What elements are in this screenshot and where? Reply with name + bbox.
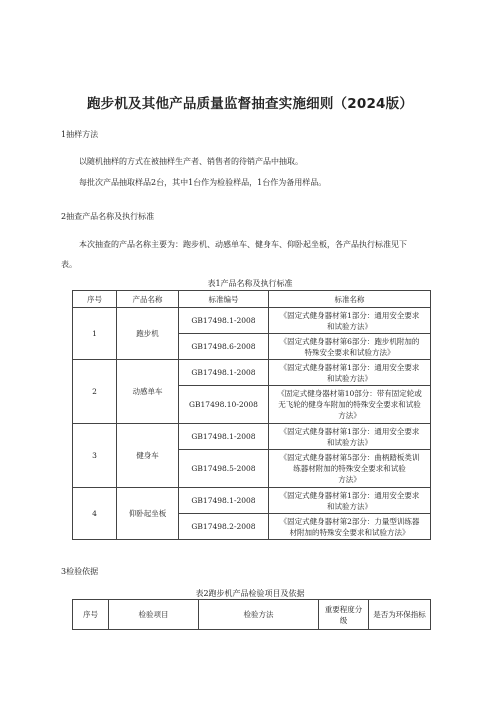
section-3-heading: 3检验依据 <box>61 567 99 576</box>
row-code: GB17498.6-2008 <box>179 334 269 360</box>
standard-name-line: 方法》 <box>338 411 361 420</box>
row-product: 仰卧起坐板 <box>117 488 179 540</box>
header-standard-name: 标准名称 <box>269 291 431 308</box>
header-inspection-method: 检验方法 <box>199 600 319 630</box>
header-no: 序号 <box>73 600 109 630</box>
table-row <box>73 488 431 514</box>
standard-name-line: 《固定式健身器材第1部分：通用安全要求 <box>279 362 420 372</box>
row-standard-name <box>269 386 431 424</box>
standard-name-line: 练器材附加的特殊安全要求和试验 <box>293 464 406 473</box>
header-environmental-indicator: 是否为环保指标 <box>369 600 431 630</box>
section-2-intro-line-2: 表。 <box>61 260 77 269</box>
header-product: 产品名称 <box>117 291 179 308</box>
row-code: GB17498.1-2008 <box>179 424 269 450</box>
row-standard-name <box>269 308 431 334</box>
row-no: 4 <box>73 488 117 540</box>
standard-name-line: 《固定式健身器材第2部分：力量型训练器 <box>279 516 420 526</box>
row-code: GB17498.1-2008 <box>179 308 269 334</box>
page-title: 跑步机及其他产品质量监督抽查实施细则（2024版） <box>86 96 414 112</box>
row-standard-name <box>269 424 431 450</box>
row-code: GB17498.1-2008 <box>179 360 269 386</box>
standard-name-line: 《固定式健身器材第1部分：通用安全要求 <box>279 426 420 436</box>
standard-name-line: 《固定式健身器材第10部分：带有固定轮或 <box>277 389 422 398</box>
row-standard-name <box>269 488 431 514</box>
standard-name-line: 材附加的特殊安全要求和试验方法》 <box>289 527 410 537</box>
section-2-intro-line-1: 本次抽查的产品名称主要为：跑步机、动感单车、健身车、仰卧起坐板，各产品执行标准见下 <box>79 240 407 249</box>
standard-name-line: 特殊安全要求和试验方法》 <box>304 347 395 357</box>
table-row <box>73 360 431 386</box>
section-1-line-1: 以随机抽样的方式在被抽样生产者、销售者的待销产品中抽取。 <box>79 157 303 166</box>
table-2-caption: 表2跑步机产品检验项目及依据 <box>195 589 305 598</box>
row-no: 3 <box>73 424 117 488</box>
row-code: GB17498.1-2008 <box>179 488 269 514</box>
standard-name-line: 《固定式健身器材第1部分：通用安全要求 <box>279 490 420 500</box>
row-product: 跑步机 <box>117 308 179 360</box>
standard-name-line: 《固定式健身器材第1部分：通用安全要求 <box>279 310 420 320</box>
row-standard-name <box>269 334 431 360</box>
header-code: 标准编号 <box>179 291 269 308</box>
header-importance-level: 重要程度分级 <box>319 600 369 630</box>
inspection-items-table <box>72 599 431 630</box>
row-code: GB17498.2-2008 <box>179 514 269 540</box>
row-no: 1 <box>73 308 117 360</box>
standard-name-line: 《固定式健身器材第5部分：曲柄踏板类训 <box>279 453 420 462</box>
standard-name-line: 和试验方法》 <box>327 373 372 383</box>
table-row <box>73 424 431 450</box>
standard-name-line: 和试验方法》 <box>327 437 372 447</box>
header-no: 序号 <box>73 291 117 308</box>
row-product: 健身车 <box>117 424 179 488</box>
table-header-row <box>73 600 431 630</box>
row-standard-name <box>269 514 431 540</box>
standard-name-line: 和试验方法》 <box>327 321 372 331</box>
section-2-heading: 2抽查产品名称及执行标准 <box>61 212 155 221</box>
section-1-heading: 1抽样方法 <box>61 130 99 139</box>
row-product: 动感单车 <box>117 360 179 424</box>
standard-name-line: 无飞轮的健身车附加的特殊安全要求和试验 <box>278 400 421 409</box>
table-1-caption: 表1产品名称及执行标准 <box>207 279 293 288</box>
table-row <box>73 308 431 334</box>
row-standard-name <box>269 450 431 488</box>
row-standard-name <box>269 360 431 386</box>
standard-name-line: 方法》 <box>338 475 361 484</box>
standard-name-line: 《固定式健身器材第6部分：跑步机附加的 <box>279 336 420 346</box>
header-inspection-item: 检验项目 <box>109 600 199 630</box>
row-code: GB17498.5-2008 <box>179 450 269 488</box>
standards-table <box>72 290 431 540</box>
row-no: 2 <box>73 360 117 424</box>
row-code: GB17498.10-2008 <box>179 386 269 424</box>
section-1-line-2: 每批次产品抽取样品2台，其中1台作为检验样品，1台作为备用样品。 <box>79 178 327 187</box>
standard-name-line: 和试验方法》 <box>327 501 372 511</box>
table-header-row <box>73 291 431 308</box>
